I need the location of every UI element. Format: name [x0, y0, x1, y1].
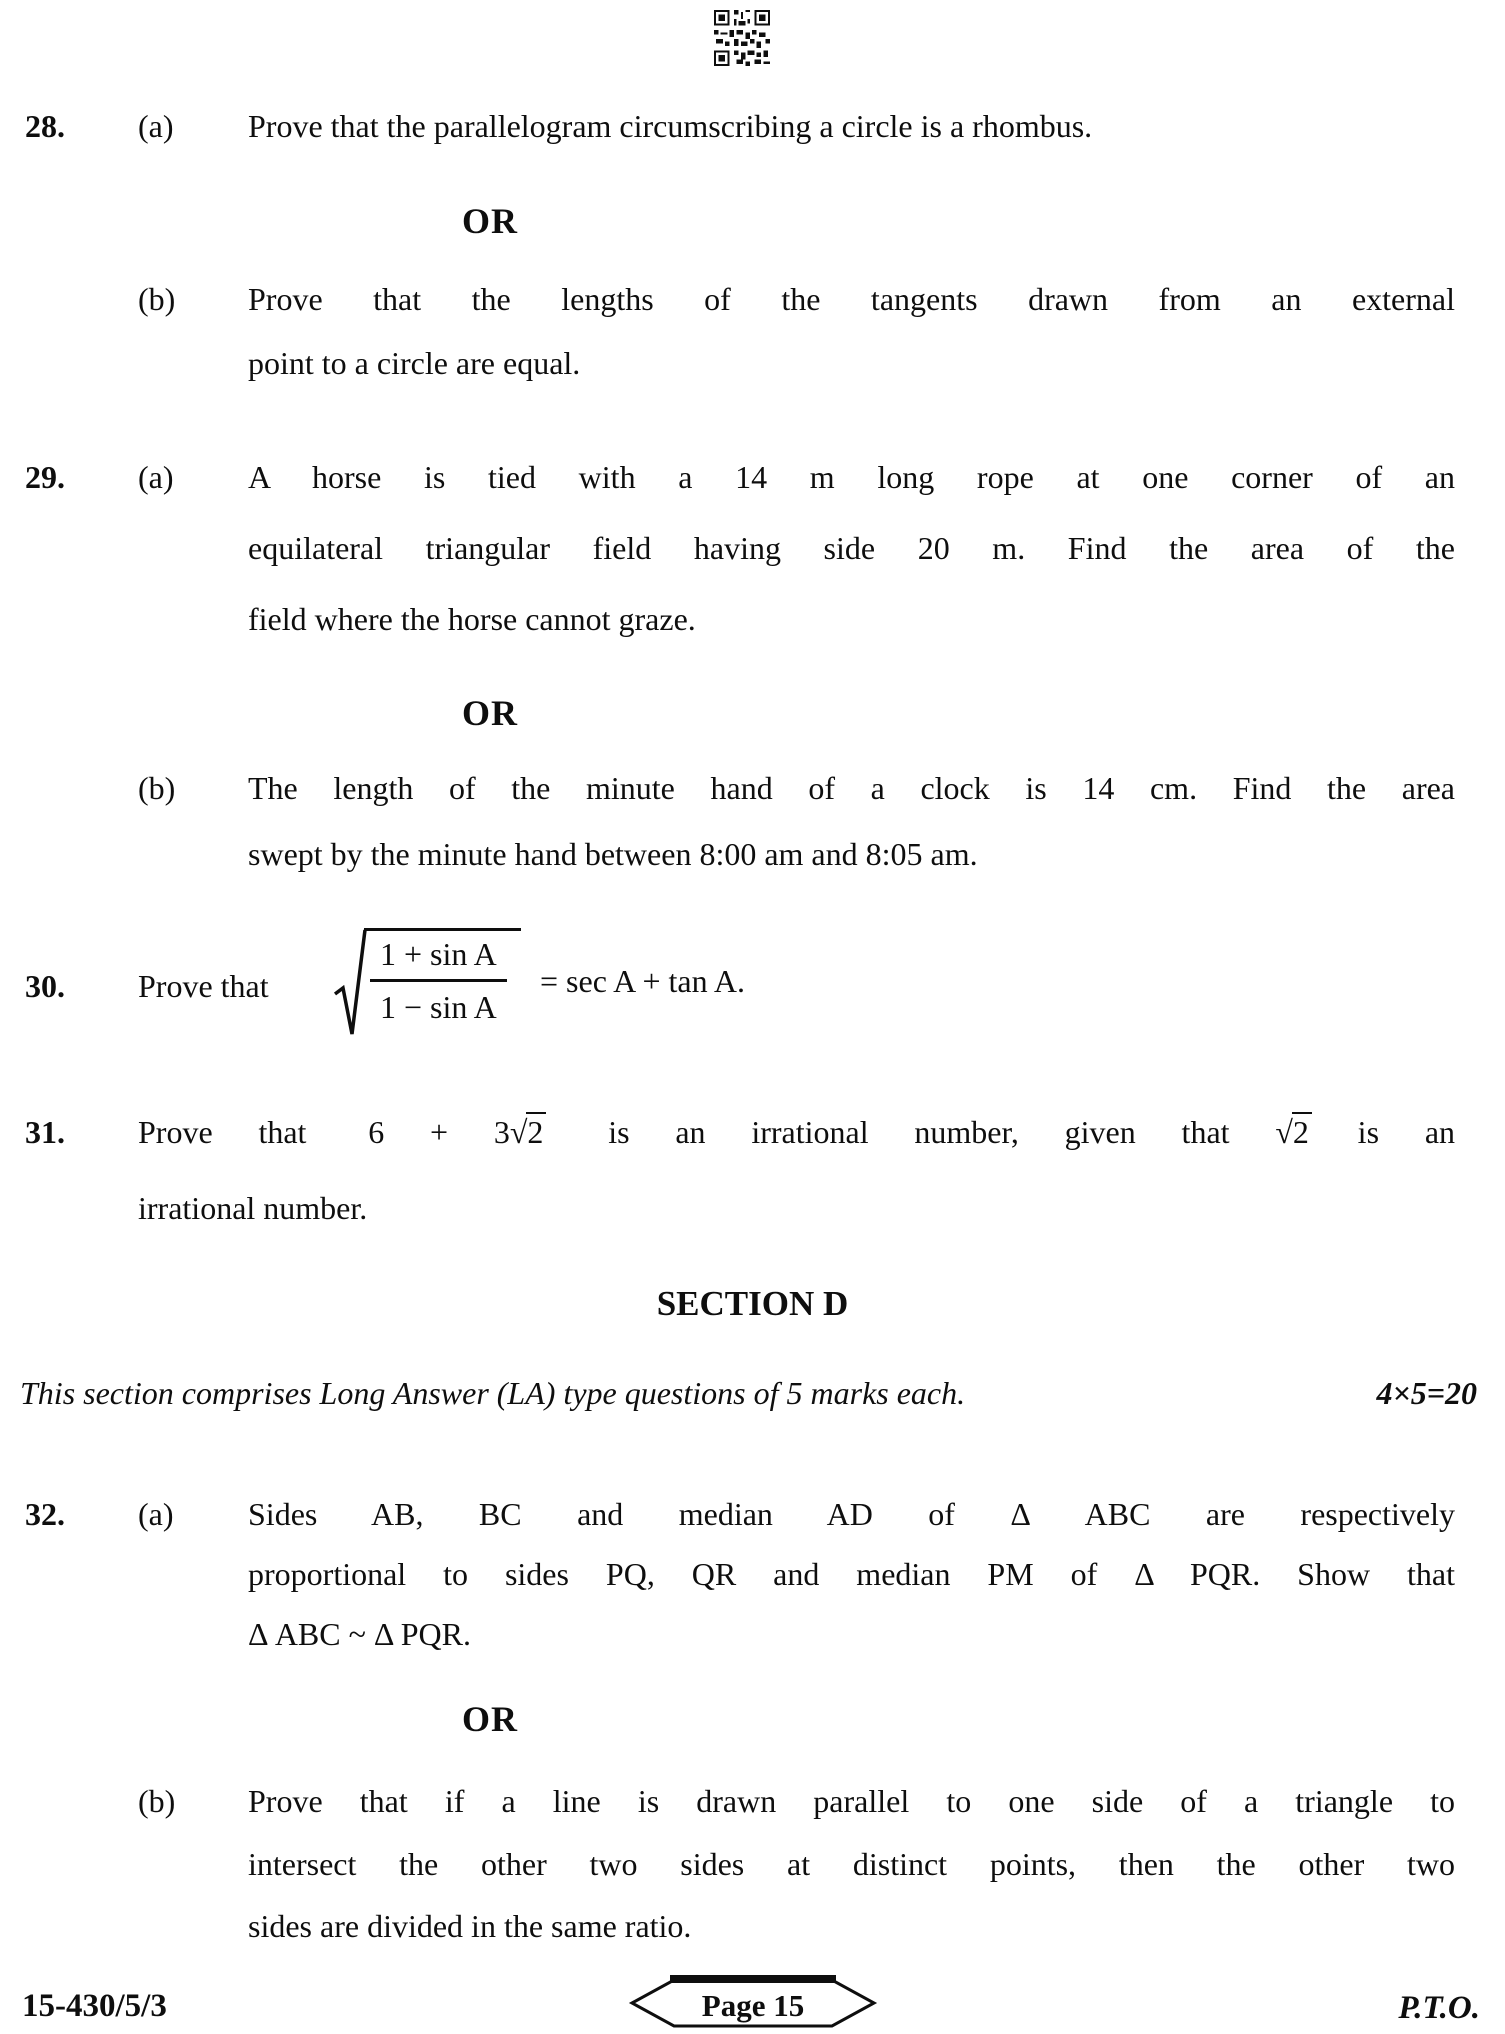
q30-radicand: [364, 928, 521, 1038]
q32-part-a-label: (a): [138, 1496, 174, 1532]
q29-part-a-line1: A horse is tied with a 14 m long rope at one corner of an: [248, 459, 1455, 495]
q30-radical-expression: [333, 928, 521, 1038]
q32-or-separator: OR: [462, 1699, 518, 1739]
q30-prefix-text: Prove that: [138, 968, 269, 1004]
q29-or-separator: OR: [462, 693, 518, 733]
q28-part-a-label: (a): [138, 108, 174, 144]
q31-number: 31.: [25, 1114, 65, 1150]
section-d-marks: 4×5=20: [1376, 1375, 1477, 1411]
pto-label: P.T.O.: [1398, 1990, 1480, 2026]
q32-part-a-line2: proportional to sides PQ, QR and median PM of Δ PQR. Show that: [248, 1556, 1455, 1592]
paper-code: 15-430/5/3: [22, 1988, 167, 2024]
q28-part-b-line2: point to a circle are equal.: [248, 345, 581, 381]
page-number-text: Page 15: [701, 1988, 805, 2023]
qr-code: [714, 10, 770, 71]
qr-code-icon: [714, 10, 770, 66]
q32-part-b-label: (b): [138, 1783, 176, 1819]
radical-sign: √: [509, 1114, 528, 1150]
radical-sign-icon: [333, 928, 367, 1038]
q29-part-a-line3: field where the horse cannot graze.: [248, 601, 696, 637]
q28-or-separator: OR: [462, 201, 518, 241]
q31-line1-pre: Prove that 6 + 3: [138, 1114, 510, 1150]
q30-number: 30.: [25, 968, 65, 1004]
q32-part-a-line1: Sides AB, BC and median AD of Δ ABC are respectively: [248, 1496, 1455, 1532]
q28-number: 28.: [25, 108, 65, 144]
section-d-instruction: This section comprises Long Answer (LA) type questions of 5 marks each.: [20, 1375, 966, 1411]
section-d-heading: SECTION D: [656, 1284, 849, 1323]
q31-line1: [138, 1112, 1455, 1152]
q29-part-b-line1: The length of the minute hand of a clock is 14 cm. Find the area: [248, 770, 1455, 806]
q29-part-b-line2: swept by the minute hand between 8:00 am and 8:05 am.: [248, 836, 978, 872]
q28-part-b-line1: Prove that the lengths of the tangents drawn from an external: [248, 281, 1455, 317]
q32-part-b-line1: Prove that if a line is drawn parallel to one side of a triangle to: [248, 1783, 1455, 1819]
q30-rhs-text: = sec A + tan A.: [540, 963, 745, 999]
q32-part-b-line3: sides are divided in the same ratio.: [248, 1908, 692, 1944]
q31-line2: irrational number.: [138, 1190, 368, 1226]
q29-part-a-line2: equilateral triangular field having side 20 m. Find the area of the: [248, 530, 1455, 566]
q30-fraction-denominator: 1 − sin A: [380, 989, 497, 1025]
q28-part-b-label: (b): [138, 281, 176, 317]
q30-fraction-numerator: 1 + sin A: [370, 931, 507, 982]
radicand-2: 2: [526, 1112, 546, 1150]
q29-part-b-label: (b): [138, 770, 176, 806]
radical-sign: √: [1275, 1114, 1293, 1150]
q29-number: 29.: [25, 459, 65, 495]
q32-number: 32.: [25, 1496, 65, 1532]
q31-line1-mid: is an irrational number, given that: [546, 1114, 1276, 1150]
q29-part-a-label: (a): [138, 459, 174, 495]
q30-fraction: [370, 931, 507, 1029]
page-number-badge: [628, 1974, 878, 2032]
q32-part-b-line2: intersect the other two sides at distinct points, then the other two: [248, 1846, 1455, 1882]
q32-part-a-line3: Δ ABC ~ Δ PQR.: [248, 1616, 471, 1652]
radicand-2: 2: [1292, 1112, 1312, 1150]
q28-part-a-text: Prove that the parallelogram circumscribing a circle is a rhombus.: [248, 108, 1093, 144]
sqrt-2-icon: [1275, 1114, 1312, 1150]
sqrt-2-icon: [510, 1114, 547, 1150]
q31-line1-post: is an: [1311, 1114, 1456, 1150]
